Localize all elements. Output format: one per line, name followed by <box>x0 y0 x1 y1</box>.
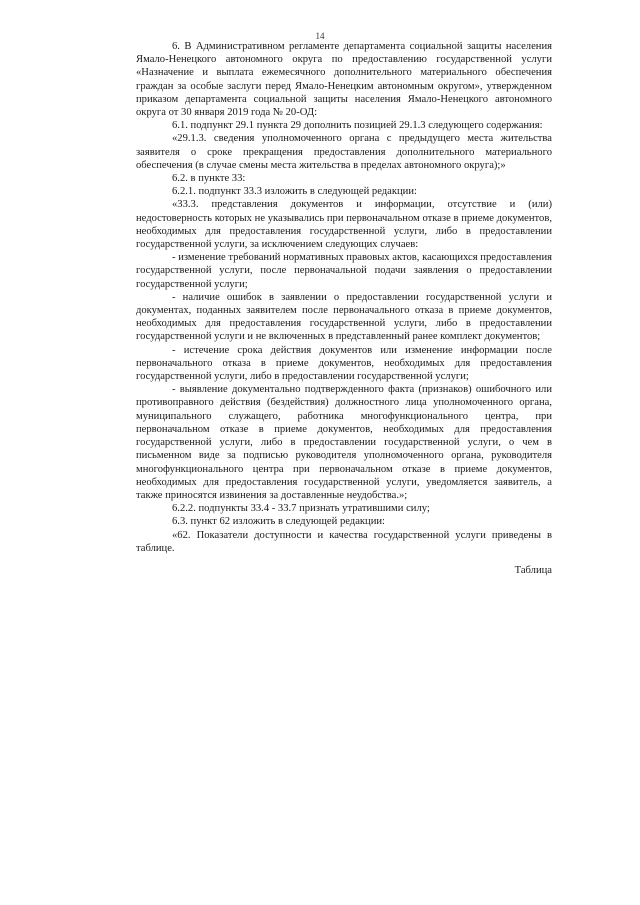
paragraph-6-2-2: 6.2.2. подпункты 33.4 - 33.7 признать утратившими силу; <box>172 503 430 515</box>
paragraph-6: 6. В Административном регламенте департамента социальной защиты населения Ямало-Ненецкого автономного округа по предоставлению государственной услуги «Назначение и выплата ежемесячного дополнительного материального обеспечения граждан за особые заслуги перед Ямало-Ненецким автономным округом», утвержденном приказом департамента социальной защиты населения Ямало-Ненецкого автономного округа от 30 января 2019 года № 20-ОД: <box>136 41 552 119</box>
list-item-erroneous-action: - выявление документально подтвержденного факта (признаков) ошибочного или противоправного действия (бездействия) должностного лица уполномоченного органа, муниципального служащего, работника многофункционального центра, при первоначальном отказе в приеме документов, необходимых для предоставления государственной услуги, либо в предоставлении государственной услуги, о чем в письменном виде за подписью руководителя уполномоченного органа, руководителя многофункционального центра при первоначальном отказе в приеме документов, необходимых для предоставления государственной услуги, уведомляется заявитель, а также приносятся извинения за доставленные неудобства.»; <box>136 384 552 501</box>
paragraph-33-3: «33.3. представления документов и информации, отсутствие и (или) недостоверность которых не указывались при первоначальном отказе в приеме документов, необходимых для предоставления государственной услуги, либо в предоставлении государственной услуги, за исключением следующих случаев: <box>136 199 552 251</box>
table-label: Таблица <box>514 564 552 576</box>
paragraph-29-1-3: «29.1.3. сведения уполномоченного органа с предыдущего места жительства заявителя о сроке прекращения предоставления дополнительного материального обеспечения (в случае смены места жительства в пределах автономного округа);» <box>136 133 552 171</box>
paragraph-6-1: 6.1. подпункт 29.1 пункта 29 дополнить позицией 29.1.3 следующего содержания: <box>172 120 543 132</box>
paragraph-6-2-1: 6.2.1. подпункт 33.3 изложить в следующей редакции: <box>172 186 417 198</box>
list-item-documents-expiry: - истечение срока действия документов или изменение информации после первоначального отказа в приеме документов, необходимых для предоставления государственной услуги, либо в предоставлении государственной услуги; <box>136 344 552 383</box>
paragraph-62: «62. Показатели доступности и качества государственной услуги приведены в таблице. <box>136 529 552 554</box>
paragraph-6-3: 6.3. пункт 62 изложить в следующей редакции: <box>172 516 386 528</box>
list-item-errors-in-application: - наличие ошибок в заявлении о предоставлении государственной услуги и документах, поданных заявителем после первоначального отказа в приеме документов, необходимых для предоставления государственной услуги, либо в предоставлении государственной услуги и не включенных в представленный ранее комплект документов; <box>136 291 552 343</box>
paragraph-6-2: 6.2. в пункте 33: <box>172 173 246 185</box>
list-item-requirements-change: - изменение требований нормативных правовых актов, касающихся предоставления государственной услуги, после первоначальной подачи заявления о предоставлении государственной услуги; <box>136 252 552 290</box>
page-number: 14 <box>315 31 325 41</box>
document-body <box>136 40 552 577</box>
